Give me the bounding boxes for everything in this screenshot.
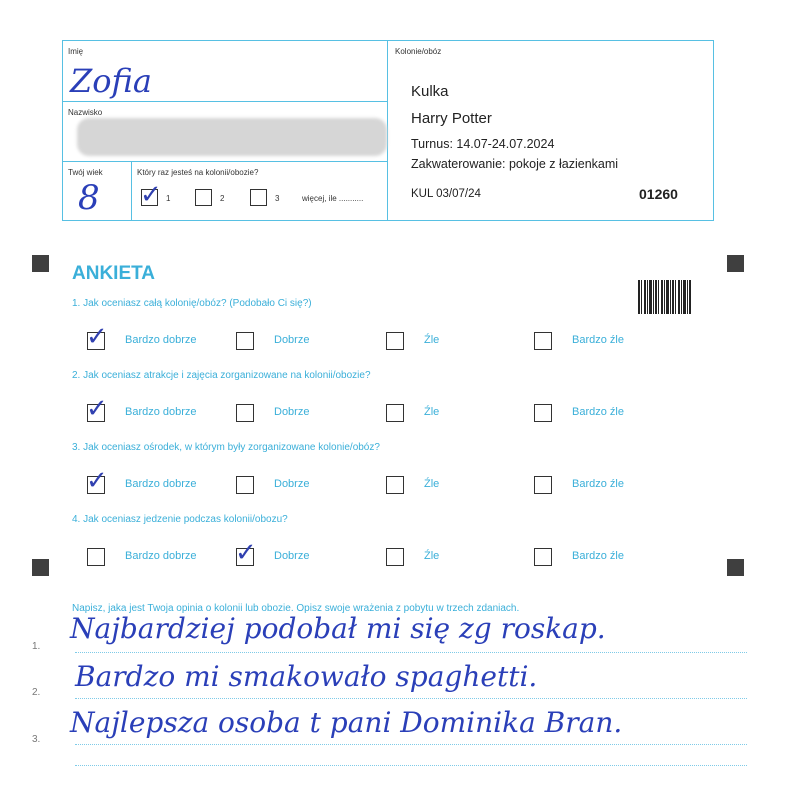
rating-checkbox[interactable] — [386, 476, 404, 494]
times-option-1: 1 — [166, 194, 171, 203]
opinion-line-3[interactable]: Najlepsza osoba t pani Dominika Bran. — [70, 706, 623, 739]
times-option-3: 3 — [275, 194, 280, 203]
first-name-label: Imię — [68, 47, 84, 56]
times-checkbox-2[interactable] — [195, 189, 212, 206]
line-number: 3. — [32, 734, 41, 745]
times-checkbox-3[interactable] — [250, 189, 267, 206]
line-number: 1. — [32, 641, 41, 652]
turnus-label: Turnus: — [411, 137, 453, 151]
camp-label: Kolonie/obóz — [395, 47, 442, 56]
accommodation-label: Zakwaterowanie: — [411, 157, 506, 171]
check-mark-icon: ✓ — [86, 322, 108, 352]
line-number: 2. — [32, 687, 41, 698]
opinion-prompt: Napisz, jaka jest Twoja opinia o kolonii lub obozie. Opisz swoje wrażenia z pobytu w trzech zdaniach. — [72, 603, 520, 614]
header-divider-age-vertical — [131, 161, 132, 221]
check-mark-icon: ✓ — [235, 538, 257, 568]
registration-marker — [32, 255, 49, 272]
rating-checkbox[interactable] — [386, 548, 404, 566]
barcode-icon — [638, 280, 692, 314]
rating-option-label: Bardzo dobrze — [125, 406, 197, 418]
rating-option-label: Bardzo źle — [572, 550, 624, 562]
writing-line — [75, 744, 747, 745]
registration-marker — [727, 559, 744, 576]
rating-option-label: Źle — [424, 406, 440, 418]
opinion-line-1[interactable]: Najbardziej podobał mi się zg roskap. — [70, 612, 606, 645]
rating-option-label: Źle — [424, 478, 440, 490]
rating-option-label: Dobrze — [274, 406, 310, 418]
rating-checkbox[interactable] — [534, 476, 552, 494]
age-value[interactable]: 8 — [78, 178, 100, 218]
registration-marker — [727, 255, 744, 272]
accommodation-row — [411, 157, 618, 171]
rating-option-label: Bardzo źle — [572, 478, 624, 490]
opinion-line-2[interactable]: Bardzo mi smakowało spaghetti. — [75, 660, 538, 693]
survey-title: ANKIETA — [72, 263, 156, 284]
turnus-value: 14.07-24.07.2024 — [456, 137, 555, 151]
question-text: 3. Jak oceniasz ośrodek, w którym były zorganizowane kolonie/obóz? — [72, 442, 380, 453]
accommodation-value: pokoje z łazienkami — [508, 157, 619, 171]
times-question: Który raz jesteś na kolonii/obozie? — [137, 168, 259, 177]
rating-checkbox[interactable] — [386, 332, 404, 350]
camp-theme: Harry Potter — [411, 110, 492, 127]
writing-line — [75, 652, 747, 653]
rating-option-label: Dobrze — [274, 478, 310, 490]
check-mark-icon: ✓ — [86, 394, 108, 424]
rating-option-label: Bardzo źle — [572, 406, 624, 418]
camp-name: Kulka — [411, 83, 449, 100]
turnus-row — [411, 137, 554, 151]
writing-line — [75, 698, 747, 699]
question-text: 4. Jak oceniasz jedzenie podczas kolonii/obozu? — [72, 514, 288, 525]
rating-option-label: Źle — [424, 334, 440, 346]
last-name-redacted — [77, 118, 387, 156]
rating-checkbox[interactable] — [386, 404, 404, 422]
form-number: 01260 — [639, 186, 678, 202]
question-text: 2. Jak oceniasz atrakcje i zajęcia zorganizowane na kolonii/obozie? — [72, 370, 371, 381]
age-label: Twój wiek — [68, 168, 103, 177]
rating-checkbox[interactable] — [534, 548, 552, 566]
registration-marker — [32, 559, 49, 576]
rating-option-label: Bardzo dobrze — [125, 334, 197, 346]
header-divider-vertical — [387, 40, 388, 221]
times-option-2: 2 — [220, 194, 225, 203]
rating-option-label: Dobrze — [274, 550, 310, 562]
question-text: 1. Jak oceniasz całą kolonię/obóz? (Podobało Ci się?) — [72, 298, 312, 309]
last-name-label: Nazwisko — [68, 108, 103, 117]
rating-checkbox[interactable] — [236, 404, 254, 422]
check-mark-icon: ✓ — [86, 466, 108, 496]
rating-checkbox[interactable] — [534, 404, 552, 422]
writing-line — [75, 765, 747, 766]
check-mark-icon: ✓ — [140, 180, 162, 210]
camp-code: KUL 03/07/24 — [411, 188, 481, 200]
rating-option-label: Dobrze — [274, 334, 310, 346]
rating-option-label: Bardzo dobrze — [125, 550, 197, 562]
times-more-label: więcej, ile ........... — [302, 194, 364, 203]
rating-checkbox[interactable] — [236, 476, 254, 494]
rating-option-label: Bardzo źle — [572, 334, 624, 346]
rating-option-label: Bardzo dobrze — [125, 478, 197, 490]
rating-option-label: Źle — [424, 550, 440, 562]
header-divider-age — [62, 161, 387, 162]
first-name-value[interactable]: Zofia — [70, 62, 152, 100]
rating-checkbox[interactable] — [236, 332, 254, 350]
rating-checkbox[interactable] — [87, 548, 105, 566]
header-divider-name — [62, 101, 387, 102]
rating-checkbox[interactable] — [534, 332, 552, 350]
